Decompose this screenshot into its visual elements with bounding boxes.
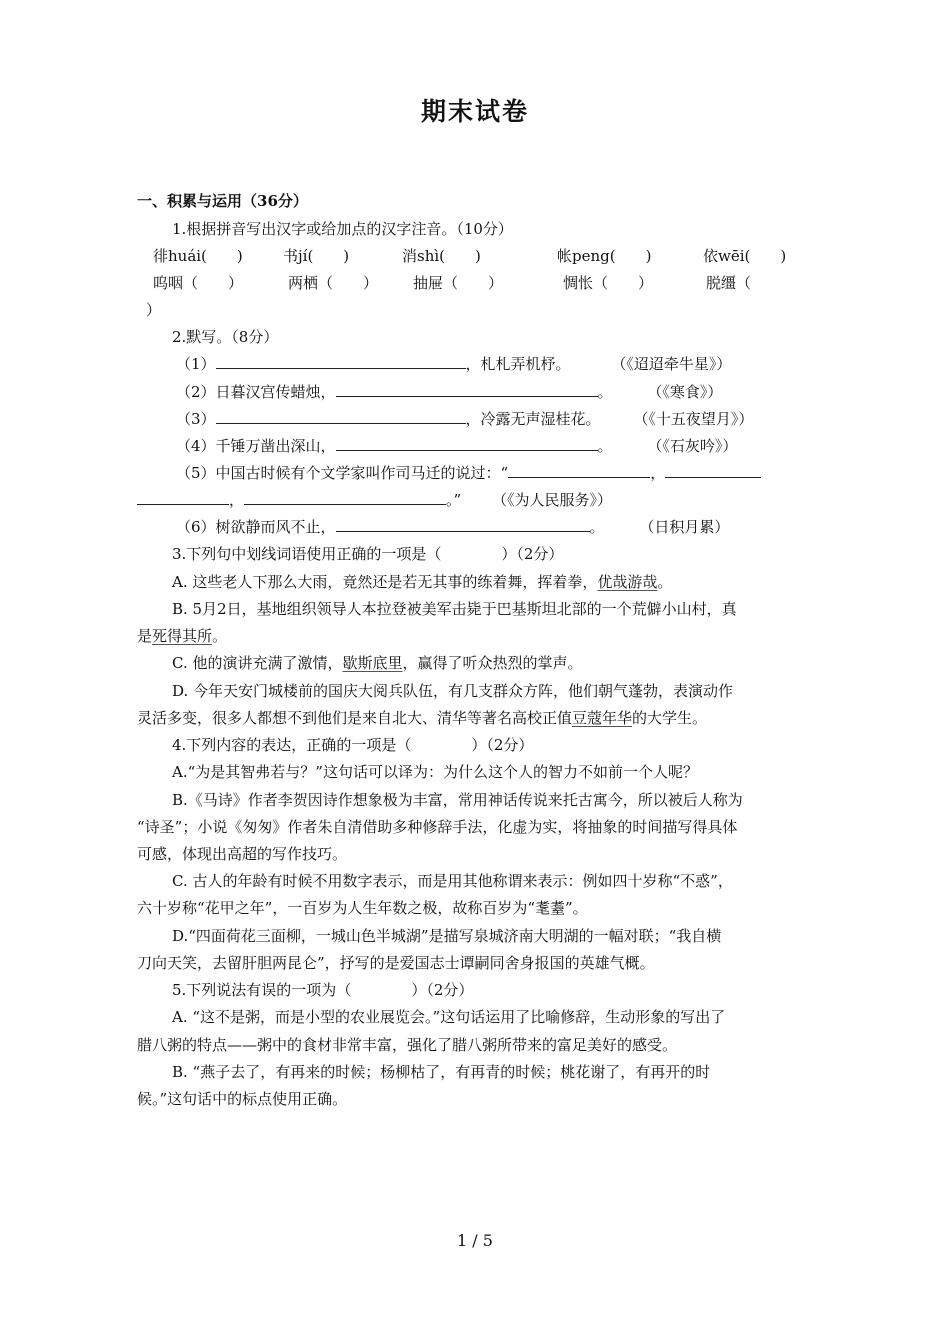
q4-option-d-cont: 刀向天笑，去留肝胆两昆仑”，抒写的是爱国志士谭嗣同舍身报国的英雄气概。 — [137, 954, 655, 972]
q2-stem: 2.默写。（8分） — [172, 328, 279, 346]
q5-option-a: A. “这不是粥，而是小型的农业展览会。”这句话运用了比喻修辞，生动形象的写出了 — [172, 1008, 726, 1026]
q2-line-1: （1） ，札札弄机杼。 （《迢迢牵牛星》） — [176, 355, 732, 373]
q1-stem: 1.根据拼音写出汉字或给加点的汉字注音。（10分） — [172, 220, 513, 238]
page-number: 1 / 5 — [457, 1231, 493, 1250]
underlined-term: 豆蔻年华 — [572, 709, 633, 727]
answer-blank[interactable] — [665, 463, 761, 478]
underlined-term: 优哉游哉 — [597, 573, 658, 591]
q5-option-b: B. “燕子去了，有再来的时候；杨柳枯了，有再青的时候；桃花谢了，有再开的时 — [172, 1063, 711, 1081]
q1-word-1: 呜咽（ ） — [153, 274, 244, 292]
q2-line-3: （3） ，冷露无声湿桂花。 （《十五夜望月》） — [176, 410, 754, 428]
answer-blank[interactable] — [137, 490, 229, 505]
q5-option-b-cont: 候。”这句话中的标点使用正确。 — [137, 1090, 348, 1108]
q3-option-b-cont: 是死得其所。 — [137, 627, 228, 645]
answer-blank[interactable] — [336, 382, 598, 397]
q4-option-d: D.“四面荷花三面柳，一城山色半城湖”是描写泉城济南大明湖的一幅对联；“我自横 — [172, 927, 722, 945]
answer-blank[interactable] — [336, 436, 598, 451]
answer-blank[interactable] — [216, 409, 466, 424]
underlined-term: 死得其所 — [152, 627, 213, 645]
q3-option-d: D. 今年天安门城楼前的国庆大阅兵队伍，有几支群众方阵，他们朝气蓬勃，表演动作 — [172, 682, 734, 700]
q1-pinyin-2: 书jí( ) — [283, 247, 350, 265]
q4-option-b-cont2: 可感，体现出高超的写作技巧。 — [137, 845, 348, 863]
q4-option-c: C. 古人的年龄有时候不用数字表示，而是用其他称谓来表示：例如四十岁称“不惑”， — [172, 872, 733, 890]
q1-pinyin-1: 徘huái( ) — [153, 247, 243, 265]
q4-stem: 4.下列内容的表达，正确的一项是（ ）（2分） — [172, 736, 534, 754]
q1-pinyin-3: 消shì( ) — [402, 247, 481, 265]
q1-word-5-close: ） — [146, 301, 162, 319]
q4-option-b-cont: “诗圣”；小说《匆匆》作者朱自清借助多种修辞手法，化虚为实，将抽象的时间描写得具体 — [137, 818, 738, 836]
q3-option-b: B. 5月2日，基地组织领导人本拉登被美军击毙于巴基斯坦北部的一个荒僻小山村，真 — [172, 600, 737, 618]
q4-option-b: B.《马诗》作者李贺因诗作想象极为丰富，常用神话传说来托古寓今，所以被后人称为 — [172, 791, 743, 809]
q2-line-4: （4）千锤万凿出深山， 。 （《石灰吟》） — [176, 437, 738, 455]
section-heading: 一、积累与运用（36分） — [137, 192, 308, 210]
q3-option-d-cont: 灵活多变，很多人都想不到他们是来自北大、清华等著名高校正值豆蔻年华的大学生。 — [137, 709, 708, 727]
q1-word-2: 两栖（ ） — [288, 274, 379, 292]
q3-stem: 3.下列句中划线词语使用正确的一项是（ ）（2分） — [172, 545, 564, 563]
page-title: 期末试卷 — [420, 97, 529, 126]
q1-word-5: 脱缰（ — [706, 274, 752, 292]
q1-word-4: 惆怅（ ） — [563, 274, 654, 292]
q2-line-5-cont: ， 。” （《为人民服务》） — [137, 490, 612, 510]
answer-blank[interactable] — [336, 517, 590, 532]
q1-pinyin-5: 依wēi( ) — [703, 247, 787, 265]
q2-line-5: （5）中国古时候有个文学家叫作司马迁的说过：“ ， — [176, 463, 761, 483]
underlined-term: 歇斯底里 — [342, 654, 403, 672]
q5-stem: 5.下列说法有误的一项为（ ）（2分） — [172, 981, 474, 999]
q1-word-3: 抽屉（ ） — [413, 274, 504, 292]
q2-line-6: （6）树欲静而风不止， 。 （日积月累） — [176, 518, 730, 536]
q3-option-c: C. 他的演讲充满了激情，歇斯底里，赢得了听众热烈的掌声。 — [172, 654, 583, 672]
q2-line-2: （2）日暮汉宫传蜡烛， 。 （《寒食》） — [176, 383, 723, 401]
answer-blank[interactable] — [244, 490, 446, 505]
answer-blank[interactable] — [508, 463, 650, 478]
q4-option-c-cont: 六十岁称“花甲之年”，一百岁为人生年数之极，故称百岁为“耄耋”。 — [137, 899, 588, 917]
q5-option-a-cont: 腊八粥的特点——粥中的食材非常丰富，强化了腊八粥所带来的富足美好的感受。 — [137, 1036, 678, 1054]
q3-option-a: A. 这些老人下那么大雨，竟然还是若无其事的练着舞，挥着拳，优哉游哉。 — [172, 573, 673, 591]
q1-pinyin-4: 帐peng( ) — [557, 247, 652, 265]
q4-option-a: A.“为是其智弗若与？”这句话可以译为：为什么这个人的智力不如前一个人呢？ — [172, 763, 698, 781]
answer-blank[interactable] — [216, 354, 466, 369]
